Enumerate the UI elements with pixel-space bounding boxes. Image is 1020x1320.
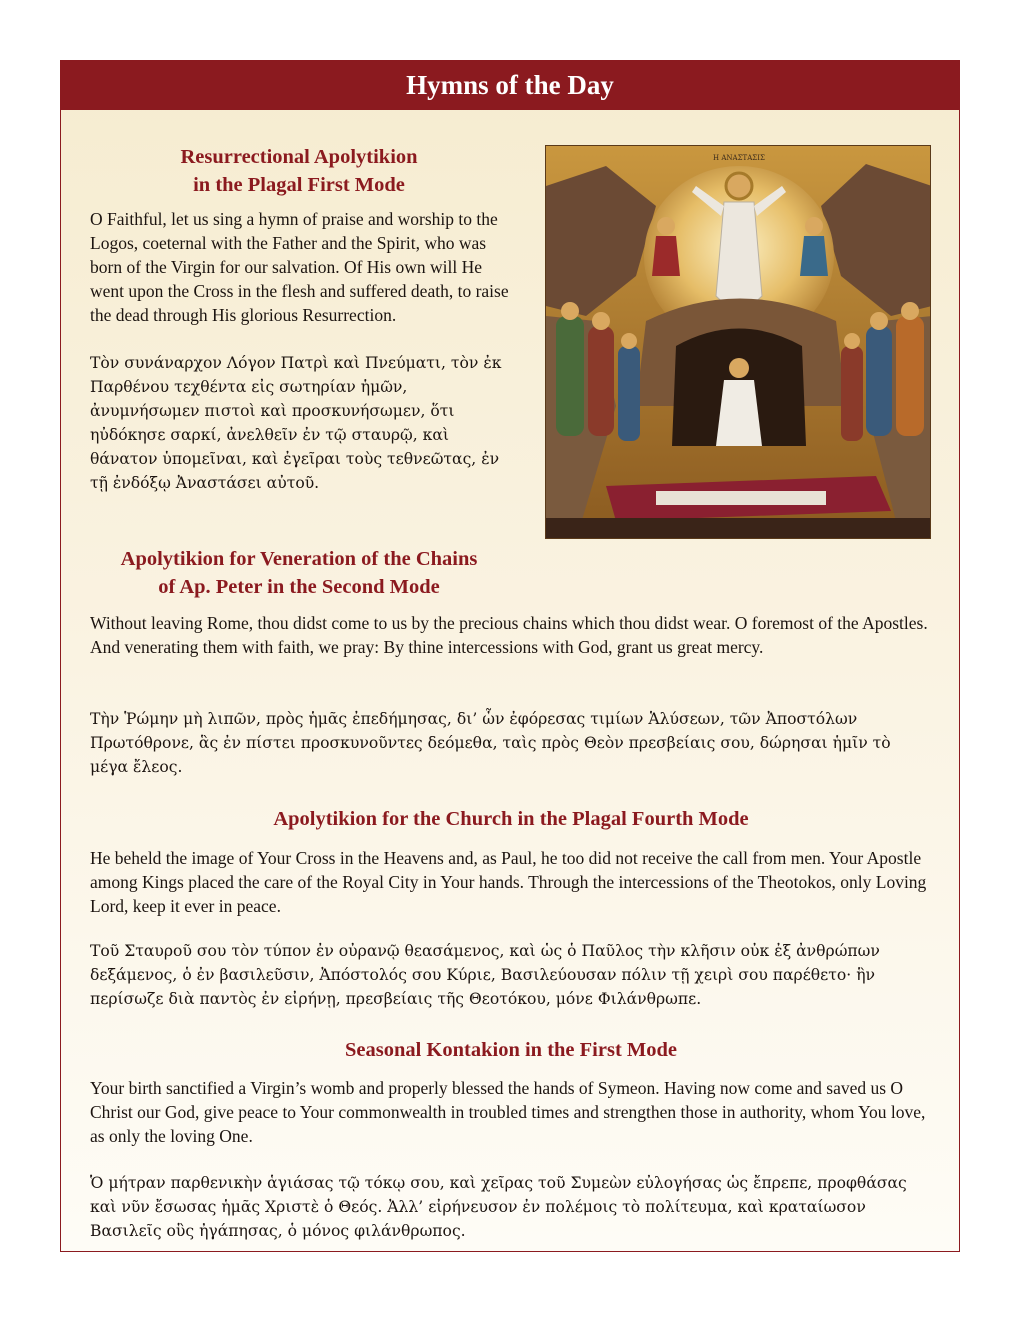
page-title: Hymns of the Day <box>61 61 959 110</box>
greek-text: Τοῦ Σταυροῦ σου τὸν τύπον ἐν οὐρανῷ θεασάμενος, καὶ ὡς ὁ Παῦλος τὴν κλῆσιν οὐκ ἐξ ἀνθρώπων δεξάμενος, ὁ ἐν βασιλεῦσιν, Ἀπόστολός σου Κύριε, Βασιλεύουσαν πόλιν τῇ χειρὶ σου παρέθετο· ἣν περίσωζε διὰ παντὸς ἐν εἰρήνῃ, πρεσβείαις τῆς Θεοτόκου, μόνε Φιλάνθρωπε. <box>90 942 880 1008</box>
greek-text: Τὴν Ῥώμην μὴ λιπῶν, πρὸς ἡμᾶς ἐπεδήμησας, δι’ ὧν ἐφόρεσας τιμίων Ἁλύσεων, τῶν Ἀποστόλων Πρωτόθρονε, ἃς ἐν πίστει προσκυνοῦντες δεόμεθα, ταὶς πρὸς Θεὸν πρεσβείαις σου, δώρησαι ἡμῖν τὸ μέγα ἔλεος. <box>90 710 891 776</box>
section-heading-church-apolytikion <box>90 805 932 833</box>
icon-caption: Η ΑΝΑΣΤΑΣΙΣ <box>713 154 765 162</box>
english-text: Your birth sanctified a Virgin’s womb and properly blessed the hands of Symeon. Having now come and saved us O Christ our God, give peace to Your commonwealth in troubled times and strengthen those in authority, whom You love, as only the loving One. <box>90 1078 926 1146</box>
heading-line: in the Plagal First Mode <box>193 174 405 196</box>
greek-text: Ὁ μήτραν παρθενικὴν ἁγιάσας τῷ τόκῳ σου, καὶ χεῖρας τοῦ Συμεὼν εὐλογήσας ὡς ἔπρεπε, προφθάσας καὶ νῦν ἔσωσας ἡμᾶς Χριστὲ ὁ Θεός. Ἀλλ’ εἰρήνευσον ἐν πολέμοις τὸ πολίτευμα, καὶ κραταίωσον Βασιλεῖς οὓς ἠγάπησας, ὁ μόνος φιλάνθρωπος. <box>90 1174 907 1240</box>
english-text: He beheld the image of Your Cross in the Heavens and, as Paul, he too did not receive the call from men. Your Apostle among Kings placed the care of the Royal City in Your hands. Through the intercessions of the Theotokos, only Loving Lord, keep it ever in peace. <box>90 848 927 916</box>
heading-line: Apolytikion for Veneration of the Chains <box>120 548 478 570</box>
section-heading-chains-of-peter <box>89 545 509 601</box>
english-text: O Faithful, let us sing a hymn of praise and worship to the Logos, coeternal with the Father and the Spirit, who was born of the Virgin for our salvation. Of His own will He went upon the Cross in the flesh and suffered death, to raise the dead through His glorious Resurrection. <box>90 209 509 325</box>
heading-line: Seasonal Kontakion in the First Mode <box>344 1039 677 1061</box>
english-text: Without leaving Rome, thou didst come to us by the precious chains which thou didst wear. O foremost of the Apostles. And venerating them with faith, we pray: By thine intercessions with God, grant us great mercy. <box>90 613 928 657</box>
greek-text: Τὸν συνάναρχον Λόγον Πατρὶ καὶ Πνεύματι, τὸν ἐκ Παρθένου τεχθέντα εἰς σωτηρίαν ἡμῶν, ἀνυμνήσωμεν πιστοὶ καὶ προσκυνήσωμεν, ὅτι ηὐδόκησε σαρκί, ἀνελθεῖν ἐν τῷ σταυρῷ, καὶ θάνατον ὑπομεῖναι, καὶ ἐγεῖραι τοὺς τεθνεῶτας, ἐν τῇ ἐνδόξῳ Ἀναστάσει αὐτοῦ. <box>90 354 502 492</box>
heading-line: Resurrectional Apolytikion <box>180 146 418 168</box>
section-heading-resurrectional-apolytikion <box>89 143 509 199</box>
resurrection-icon <box>545 145 931 539</box>
heading-line: of Ap. Peter in the Second Mode <box>158 576 440 598</box>
heading-line: Apolytikion for the Church in the Plagal Fourth Mode <box>273 808 749 830</box>
hymns-panel <box>60 60 960 1252</box>
section-heading-seasonal-kontakion <box>90 1036 932 1064</box>
